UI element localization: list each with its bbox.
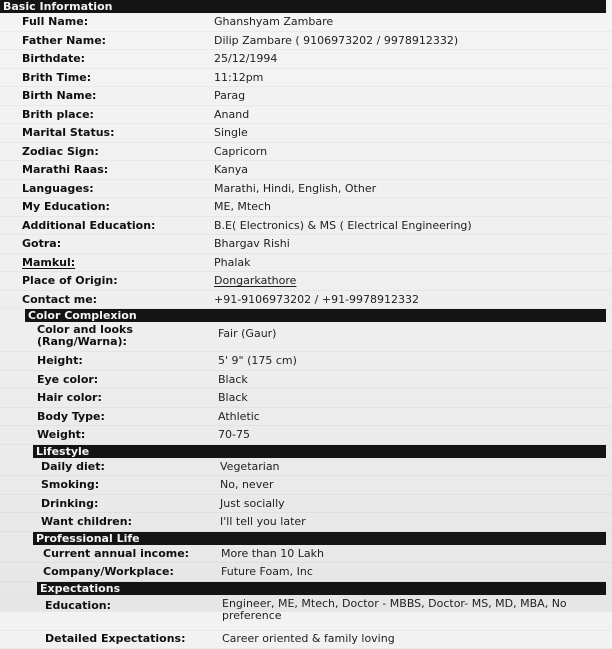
label-expected-education: Education: — [0, 597, 111, 614]
value-annual-income: More than 10 Lakh — [221, 545, 324, 563]
label-body-type: Body Type: — [0, 408, 105, 426]
row-weight — [0, 426, 612, 445]
value-expected-education: Engineer, ME, Mtech, Doctor - MBBS, Doctor- MS, MD, MBA, No preference — [222, 598, 572, 622]
label-father-name: Father Name: — [0, 32, 106, 50]
value-company: Future Foam, Inc — [221, 563, 313, 581]
section-expectations — [0, 582, 612, 649]
row-detailed-expectations — [0, 631, 612, 649]
row-annual-income — [0, 545, 612, 564]
label-daily-diet: Daily diet: — [0, 458, 105, 476]
row-hair-color — [0, 389, 612, 408]
value-place-of-origin: Dongarkathore — [214, 272, 296, 290]
label-marital-status: Marital Status: — [0, 124, 115, 142]
label-gotra: Gotra: — [0, 235, 61, 253]
label-birth-place: Brith place: — [0, 106, 94, 124]
label-detailed-expectations: Detailed Expectations: — [0, 631, 186, 647]
label-additional-education: Additional Education: — [0, 217, 155, 235]
row-want-children — [0, 513, 612, 532]
row-birthdate — [0, 50, 612, 69]
section-header-lifestyle: Lifestyle — [33, 445, 606, 458]
row-father-name — [0, 32, 612, 51]
value-zodiac-sign: Capricorn — [214, 143, 267, 161]
value-weight: 70-75 — [218, 426, 250, 444]
label-company: Company/Workplace: — [0, 563, 174, 581]
value-gotra: Bhargav Rishi — [214, 235, 290, 253]
row-zodiac-sign — [0, 143, 612, 162]
label-hair-color: Hair color: — [0, 389, 102, 407]
label-want-children: Want children: — [0, 513, 132, 531]
row-color-looks — [0, 322, 612, 352]
row-body-type — [0, 408, 612, 427]
row-gotra — [0, 235, 612, 254]
value-daily-diet: Vegetarian — [220, 458, 280, 476]
section-header-professional-life: Professional Life — [33, 532, 606, 545]
label-annual-income: Current annual income: — [0, 545, 189, 563]
value-languages: Marathi, Hindi, English, Other — [214, 180, 376, 198]
label-color-looks: Color and looks (Rang/Warna): — [0, 324, 157, 348]
label-weight: Weight: — [0, 426, 85, 444]
row-marital-status — [0, 124, 612, 143]
row-drinking — [0, 495, 612, 514]
row-full-name — [0, 13, 612, 32]
value-additional-education: B.E( Electronics) & MS ( Electrical Engineering) — [214, 217, 472, 235]
value-father-name: Dilip Zambare ( 9106973202 / 9978912332) — [214, 32, 458, 50]
row-marathi-raas — [0, 161, 612, 180]
value-marathi-raas: Kanya — [214, 161, 248, 179]
row-eye-color — [0, 371, 612, 390]
row-birth-time — [0, 69, 612, 88]
row-additional-education — [0, 217, 612, 236]
section-header-basic-information: Basic Information — [0, 0, 606, 13]
row-contact — [0, 291, 612, 310]
label-my-education: My Education: — [0, 198, 110, 216]
value-my-education: ME, Mtech — [214, 198, 271, 216]
row-height — [0, 352, 612, 371]
label-drinking: Drinking: — [0, 495, 98, 513]
value-color-looks: Fair (Gaur) — [218, 328, 276, 340]
value-birth-time: 11:12pm — [214, 69, 263, 87]
label-zodiac-sign: Zodiac Sign: — [0, 143, 99, 161]
row-birth-place — [0, 106, 612, 125]
row-company — [0, 563, 612, 582]
label-contact: Contact me: — [0, 291, 97, 309]
value-birth-name: Parag — [214, 87, 245, 105]
label-smoking: Smoking: — [0, 476, 99, 494]
label-height: Height: — [0, 352, 83, 370]
value-height: 5' 9" (175 cm) — [218, 352, 297, 370]
label-full-name: Full Name: — [0, 13, 88, 31]
value-contact: +91-9106973202 / +91-9978912332 — [214, 291, 419, 309]
label-birthdate: Birthdate: — [0, 50, 85, 68]
label-mamkul: Mamkul: — [0, 254, 75, 272]
label-birth-name: Birth Name: — [0, 87, 96, 105]
section-header-expectations: Expectations — [37, 582, 606, 595]
value-want-children: I'll tell you later — [220, 513, 306, 531]
row-languages — [0, 180, 612, 199]
value-body-type: Athletic — [218, 408, 260, 426]
section-header-color-complexion: Color Complexion — [25, 309, 606, 322]
row-expected-education — [0, 595, 612, 631]
value-hair-color: Black — [218, 389, 248, 407]
label-marathi-raas: Marathi Raas: — [0, 161, 108, 179]
value-drinking: Just socially — [220, 495, 285, 513]
value-birth-place: Anand — [214, 106, 249, 124]
label-place-of-origin: Place of Origin: — [0, 272, 118, 290]
row-daily-diet — [0, 458, 612, 477]
row-place-of-origin — [0, 272, 612, 291]
value-detailed-expectations: Career oriented & family loving — [222, 631, 572, 647]
value-mamkul: Phalak — [214, 254, 251, 272]
row-mamkul — [0, 254, 612, 273]
section-color-complexion — [0, 309, 612, 445]
value-marital-status: Single — [214, 124, 248, 142]
value-birthdate: 25/12/1994 — [214, 50, 277, 68]
row-birth-name — [0, 87, 612, 106]
value-eye-color: Black — [218, 371, 248, 389]
section-lifestyle — [0, 445, 612, 532]
section-professional-life — [0, 532, 612, 582]
row-my-education — [0, 198, 612, 217]
label-languages: Languages: — [0, 180, 94, 198]
value-smoking: No, never — [220, 476, 274, 494]
label-eye-color: Eye color: — [0, 371, 98, 389]
row-smoking — [0, 476, 612, 495]
section-basic-information — [0, 0, 612, 309]
label-birth-time: Brith Time: — [0, 69, 91, 87]
value-full-name: Ghanshyam Zambare — [214, 13, 333, 31]
